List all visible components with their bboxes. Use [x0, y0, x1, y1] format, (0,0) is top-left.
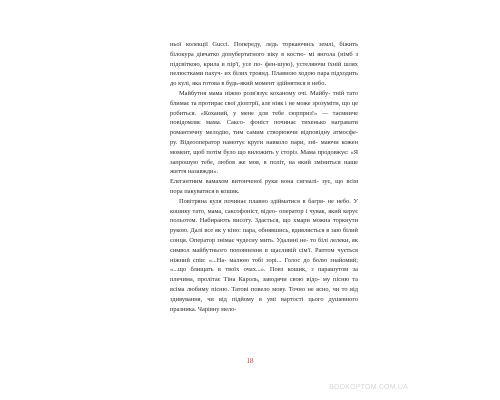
- text-line: у сторіз. Мама продовжує: «Я запрошую тебе, любов: [170, 148, 358, 166]
- text-line: не ясно, чи то від здивування, чи від підйому в умі: [170, 285, 358, 303]
- paragraph: [170, 89, 358, 177]
- text-line: то білі лелеки, як символ майбутнього поповнення: [170, 236, 358, 254]
- text-line: же моя, в політ, на який зміниться наше життя назавжди».: [170, 158, 358, 176]
- text-line: кулі, яка готова в будь-який момент здійнятися в небо.: [178, 80, 327, 88]
- text-line: білий сонця. Оператор знімає чудесну мить. Удалині не-: [170, 227, 358, 244]
- text-line: біжить білокура дівчатко допубертатного віку в костю-: [170, 41, 358, 58]
- watermark: BOOKOPTOM.COM.UA: [329, 384, 408, 391]
- text-line: их білих троянд. Плавною ходою пара підходить до: [170, 70, 358, 88]
- text-line: висоту. Здається, що хмари можна торкнути рукою.: [170, 217, 358, 235]
- text-line: ру. Відеооператор намотує круги навколо пари, зні-: [170, 138, 318, 146]
- text-line: малюю тобі зорі... Голос до болю знайомий; «...що: [170, 256, 358, 274]
- text-line: і не може зрозуміти, що це робиться. «Коханий, у мене: [170, 99, 358, 117]
- page-number: 18: [246, 357, 254, 365]
- text-line: вартості цього душевного празника. Чарівну мело-: [170, 295, 358, 313]
- paragraph: [170, 177, 358, 197]
- text-line: Елегантним вамахом витонченої руки вона сигналі-: [170, 178, 319, 186]
- text-line: фоніст починає тихенько награвати романтичну: [170, 119, 358, 137]
- text-line: му пісню та всіма любиму пісню. Татові повело мову. Точно: [170, 276, 358, 293]
- text-line: плечима, пролітає Тіна Кароль, заводячи свою відо-: [170, 276, 320, 284]
- text-line: фен-шую), устеляючи їхній шлях пелюстками пахуч-: [170, 60, 358, 78]
- paragraph: [170, 197, 358, 315]
- text-line: Далі все як у кіно: пара, обнявшись, вдивляється в заю: [190, 227, 342, 235]
- paragraph: [170, 40, 358, 89]
- text-line: мі янгола (німб з підсвіткою, крила в пір'ї, усе по-: [170, 50, 358, 68]
- text-line: не небо. У кошику тато, мама, саксофоніст, відео-: [170, 197, 358, 215]
- text-line: Майбутня мама ніжно розв'язує коханому очі. Майбу-: [179, 89, 331, 97]
- text-line: ньої колекції Gucci. Попереду, ледь торкаючись землі,: [170, 41, 335, 48]
- text-line: для тебе сюрприз!» — таємниче повідомляє мама. Саксо-: [170, 109, 359, 127]
- text-line: оператор і чувак, який керує польотом. Набирають: [170, 207, 358, 225]
- text-line: в щасливій сім'ї. Раптом чується ніжний спів: «...На-: [170, 246, 358, 264]
- text-line: маючи кожен момент, щоб потім було що виложить: [170, 138, 358, 156]
- text-line: Повітряна куля починає плавно здійматися в багря-: [179, 197, 326, 205]
- text-line: мелодію, тим самим створюючи відповідну атмосфе-: [205, 129, 358, 137]
- text-line: тній тато блимає та протирає свої діоптрії, але ніяк: [170, 89, 359, 107]
- body-text: [170, 40, 358, 314]
- text-line: зує, що всім пора пакуватися в кошик.: [170, 178, 358, 195]
- text-line: блищать в твоїх очах...». Повз кошик, з парашутом за: [190, 266, 358, 274]
